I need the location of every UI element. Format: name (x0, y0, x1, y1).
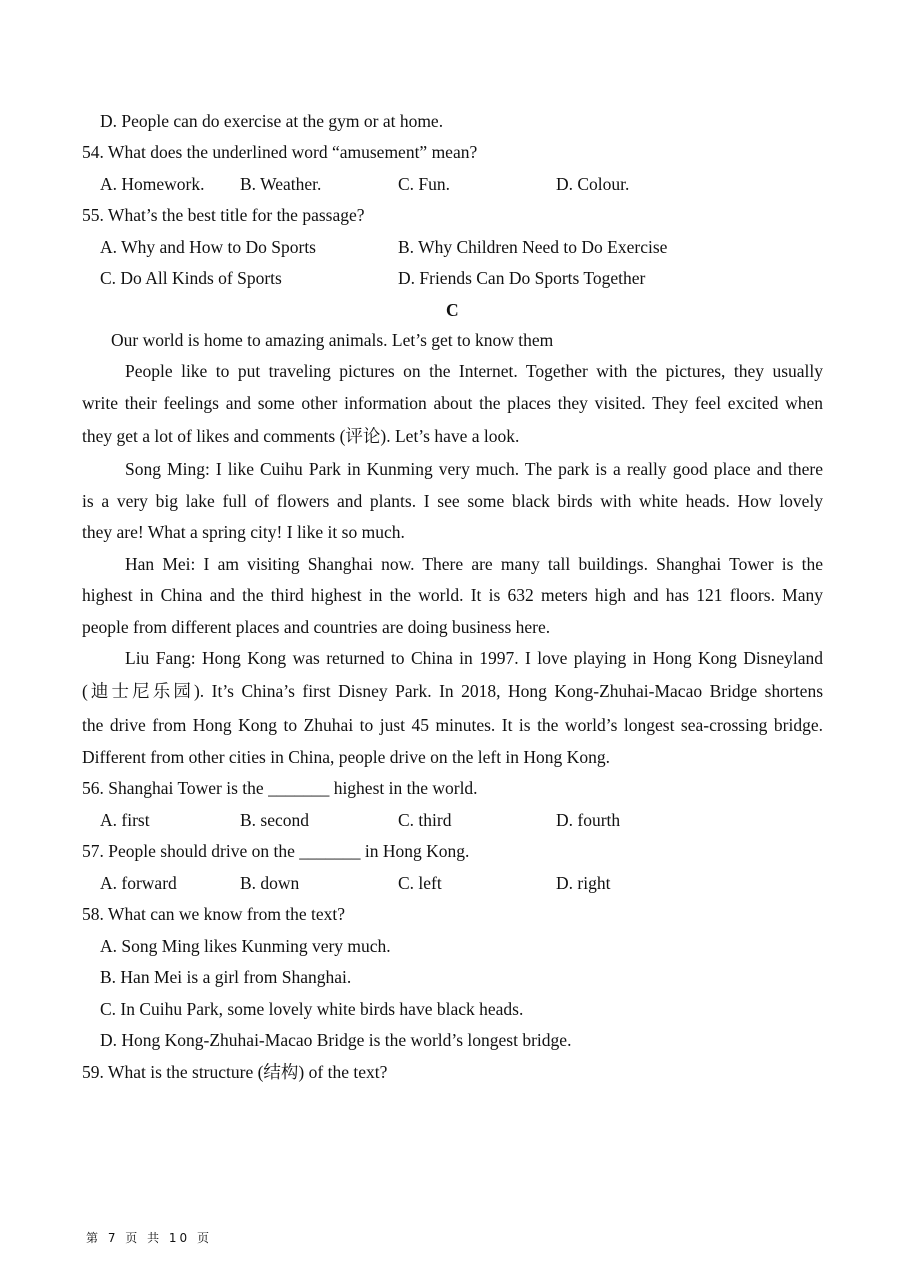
paragraph-4-line: the drive from Hong Kong to Zhuhai to just 45 minutes. It is the world’s longest sea-crossing bridge. (82, 715, 823, 735)
q54-option-d: D. Colour. (556, 174, 630, 194)
q57-option-d: D. right (556, 873, 611, 893)
page-footer: 第 7 页 共 10 页 (86, 1231, 212, 1245)
q55-option-b: B. Why Children Need to Do Exercise (398, 237, 668, 257)
paragraph-4-line: Different from other cities in China, people drive on the left in Hong Kong. (82, 747, 610, 767)
question-58: 58. What can we know from the text? (82, 904, 346, 924)
section-heading: C (446, 300, 459, 320)
paragraph-4-line: (迪士尼乐园). It’s China’s first Disney Park. In 2018, Hong Kong-Zhuhai-Macao Bridge shortens (82, 681, 823, 701)
section-intro: Our world is home to amazing animals. Let’s get to know them (111, 330, 554, 350)
q54-option-c: C. Fun. (398, 174, 451, 194)
q55-option-d: D. Friends Can Do Sports Together (398, 268, 646, 288)
paragraph-2-line: Song Ming: I like Cuihu Park in Kunming very much. The park is a really good place and there (125, 459, 823, 479)
q54-option-b: B. Weather. (240, 174, 322, 194)
q56-option-b: B. second (240, 810, 310, 830)
q58-option-a: A. Song Ming likes Kunming very much. (100, 936, 391, 956)
question-57: 57. People should drive on the _______ in Hong Kong. (82, 841, 470, 861)
q56-option-c: C. third (398, 810, 452, 830)
question-56: 56. Shanghai Tower is the _______ highest in the world. (82, 778, 478, 798)
paragraph-1-line: they get a lot of likes and comments (评论). Let’s have a look. (82, 426, 520, 446)
q58-option-b: B. Han Mei is a girl from Shanghai. (100, 967, 352, 987)
paragraph-1-line: write their feelings and some other information about the places they visited. They feel excited when (82, 393, 823, 413)
question-59: 59. What is the structure (结构) of the text? (82, 1062, 388, 1082)
q58-option-c: C. In Cuihu Park, some lovely white birds have black heads. (100, 999, 524, 1019)
q56-option-a: A. first (100, 810, 150, 830)
q54-option-a: A. Homework. (100, 174, 205, 194)
q56-option-d: D. fourth (556, 810, 621, 830)
paragraph-1-line: People like to put traveling pictures on the Internet. Together with the pictures, they usually (125, 361, 823, 381)
q53-option-d: D. People can do exercise at the gym or at home. (100, 111, 444, 131)
paragraph-3-line: Han Mei: I am visiting Shanghai now. There are many tall buildings. Shanghai Tower is the (125, 554, 823, 574)
paragraph-3-line: people from different places and countries are doing business here. (82, 617, 551, 637)
paragraph-4-line: Liu Fang: Hong Kong was returned to China in 1997. I love playing in Hong Kong Disneyland (125, 648, 823, 668)
q55-option-c: C. Do All Kinds of Sports (100, 268, 282, 288)
q57-option-b: B. down (240, 873, 300, 893)
q57-option-c: C. left (398, 873, 442, 893)
question-54: 54. What does the underlined word “amusement” mean? (82, 142, 478, 162)
q58-option-d: D. Hong Kong-Zhuhai-Macao Bridge is the world’s longest bridge. (100, 1030, 572, 1050)
paragraph-3-line: highest in China and the third highest in the world. It is 632 meters high and has 121 floors. Many (82, 585, 823, 605)
paragraph-2-line: they are! What a spring city! I like it so much. (82, 522, 405, 542)
question-55: 55. What’s the best title for the passage? (82, 205, 365, 225)
q57-option-a: A. forward (100, 873, 177, 893)
q55-option-a: A. Why and How to Do Sports (100, 237, 316, 257)
paragraph-2-line: is a very big lake full of flowers and plants. I see some black birds with white heads. How lovely (82, 491, 823, 511)
